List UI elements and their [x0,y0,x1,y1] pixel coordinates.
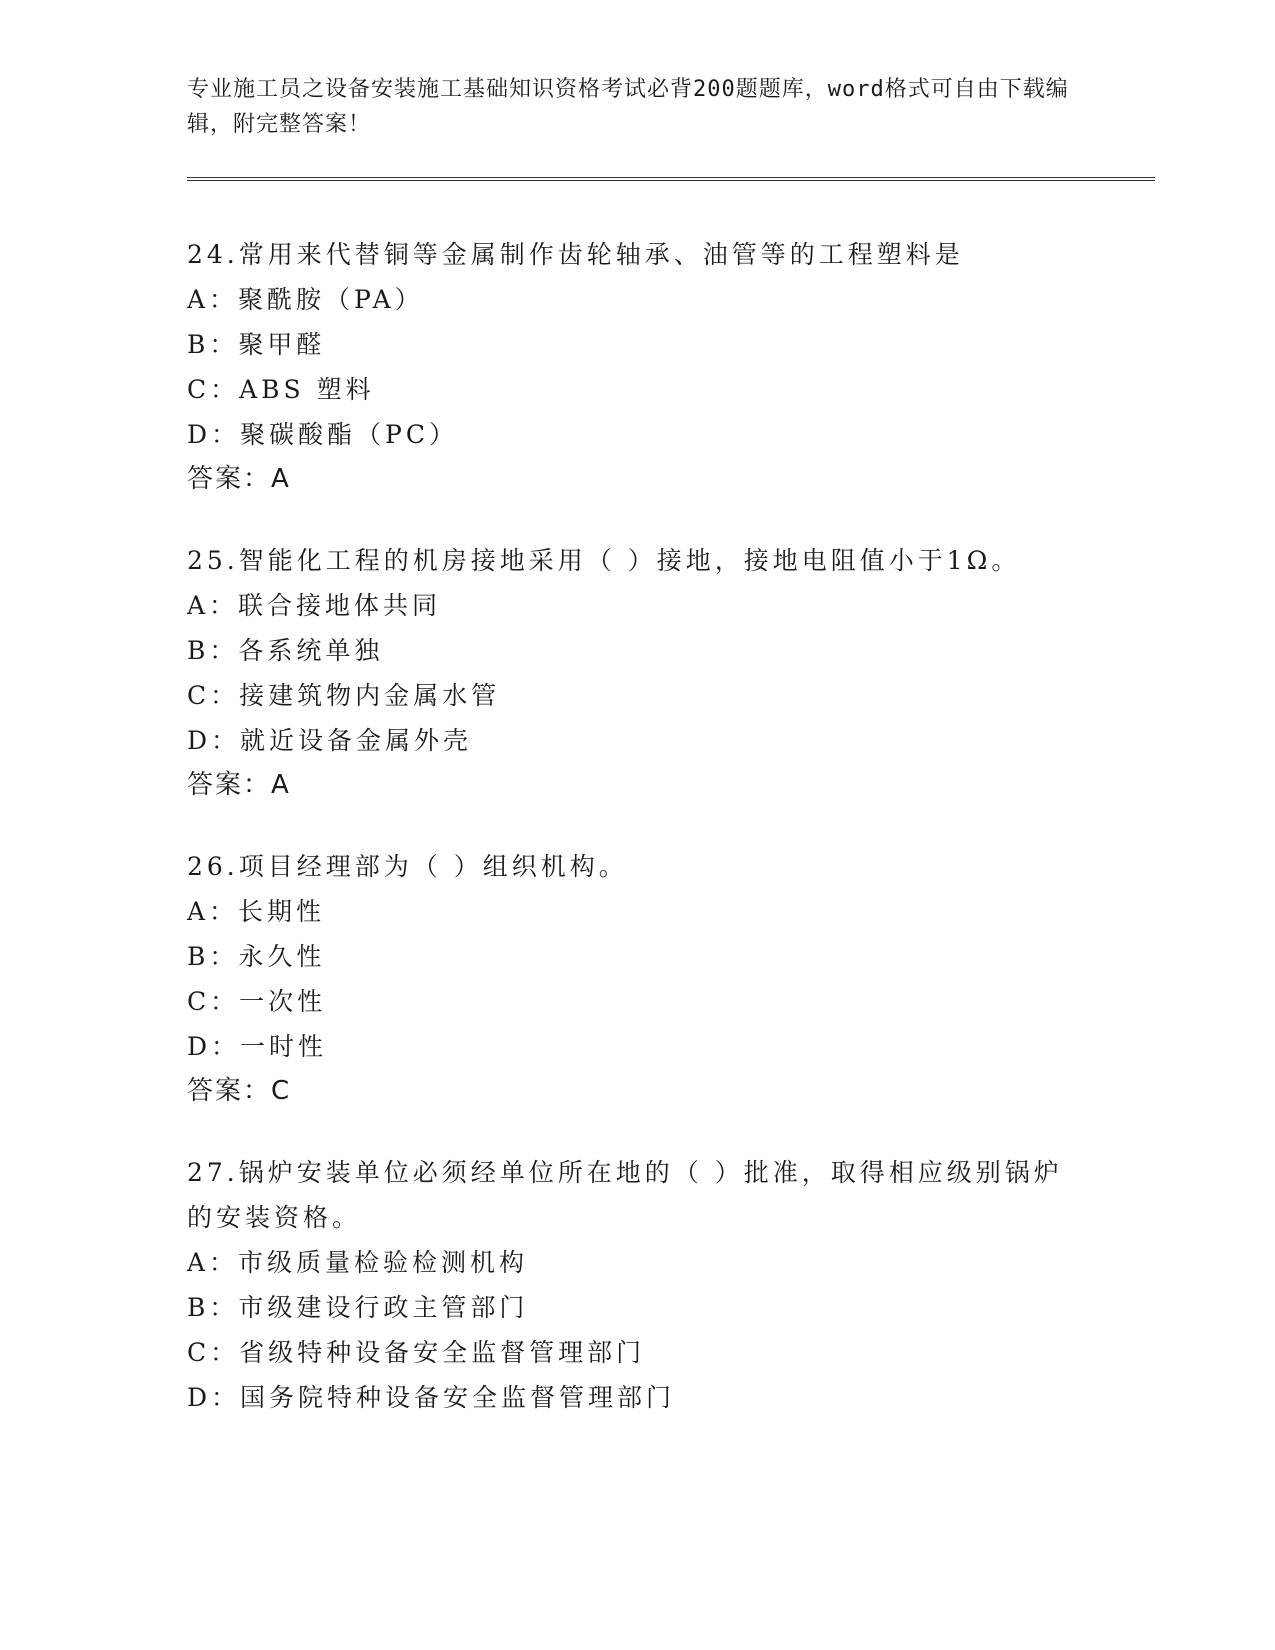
option-d: D：国务院特种设备安全监督管理部门 [187,1383,676,1412]
option-d: D：聚碳酸酯（PC） [187,420,458,449]
question-stem: 24.常用来代替铜等金属制作齿轮轴承、油管等的工程塑料是 [187,240,964,269]
option-c: C：ABS 塑料 [187,375,375,404]
option-b: B：聚甲醛 [187,330,326,359]
answer-line: 答案：A [187,464,291,494]
option-a: A：长期性 [187,897,326,926]
question-26 [187,844,1087,1114]
option-a: A：联合接地体共同 [187,591,442,620]
option-b: B：永久性 [187,942,326,971]
answer-line: 答案：C [187,1076,292,1106]
question-25 [187,538,1087,808]
question-list [187,232,1087,1456]
answer-line: 答案：A [187,770,291,800]
question-27 [187,1150,1087,1420]
option-c: C：省级特种设备安全监督管理部门 [187,1338,646,1367]
option-d: D：就近设备金属外壳 [187,726,473,755]
question-24 [187,232,1087,502]
question-stem: 25.智能化工程的机房接地采用（ ）接地，接地电阻值小于1Ω。 [187,546,1021,575]
question-stem: 27.锅炉安装单位必须经单位所在地的（ ）批准，取得相应级别锅炉的安装资格。 [187,1158,1063,1232]
header-divider [187,177,1155,181]
option-b: B：各系统单独 [187,636,384,665]
option-a: A：聚酰胺（PA） [187,285,424,314]
option-d: D：一时性 [187,1032,328,1061]
option-c: C：接建筑物内金属水管 [187,681,501,710]
document-intro: 专业施工员之设备安装施工基础知识资格考试必背200题题库，word格式可自由下载编辑，附完整答案！ [187,77,1069,137]
question-stem: 26.项目经理部为（ ）组织机构。 [187,852,628,881]
option-a: A：市级质量检验检测机构 [187,1248,529,1277]
option-b: B：市级建设行政主管部门 [187,1293,529,1322]
option-c: C：一次性 [187,987,327,1016]
